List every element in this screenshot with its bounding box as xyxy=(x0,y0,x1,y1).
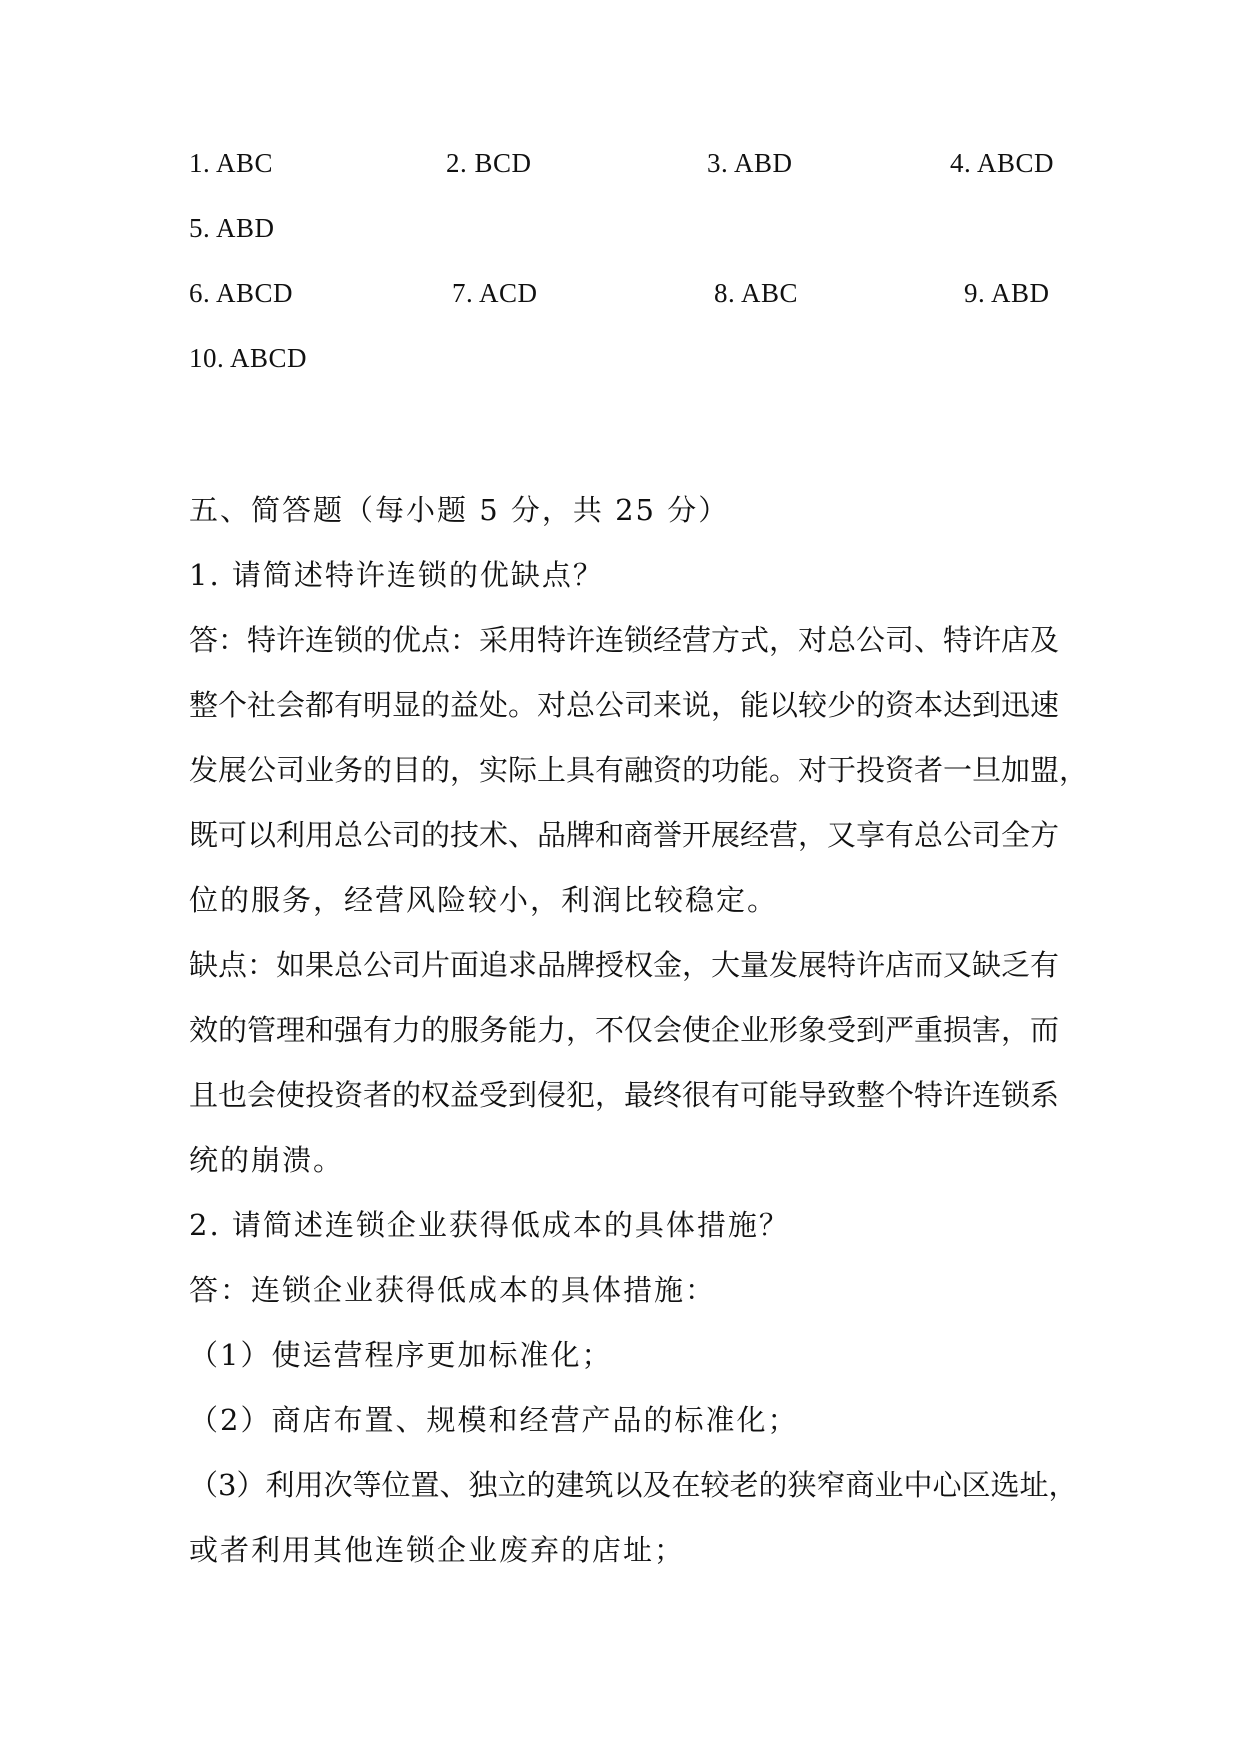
answer-row-3 xyxy=(0,278,1241,318)
answer-item: 3. ABD xyxy=(707,148,793,178)
answer-line: 缺点：如果总公司片面追求品牌授权金，大量发展特许店而又缺乏有 xyxy=(189,948,1060,982)
answer-item: 10. ABCD xyxy=(189,343,308,373)
answer-line: 整个社会都有明显的益处。对总公司来说，能以较少的资本达到迅速 xyxy=(189,688,1060,722)
answer-row-2 xyxy=(0,213,1241,253)
answer-item: 8. ABC xyxy=(714,278,799,308)
answer-line: （3）利用次等位置、独立的建筑以及在较老的狭窄商业中心区选址， xyxy=(189,1468,1078,1502)
section-title: 五、简答题（每小题 5 分，共 25 分） xyxy=(189,493,730,527)
answer-line: 统的崩溃。 xyxy=(189,1143,345,1177)
answer-line: （2）商店布置、规模和经营产品的标准化； xyxy=(189,1403,799,1437)
answer-line: 答：连锁企业获得低成本的具体措施： xyxy=(189,1273,717,1307)
answer-item: 9. ABD xyxy=(964,278,1050,308)
answer-item: 1. ABC xyxy=(189,148,274,178)
answer-item: 5. ABD xyxy=(189,213,275,243)
answer-line: 答：特许连锁的优点：采用特许连锁经营方式，对总公司、特许店及 xyxy=(189,623,1060,657)
question-1: 1. 请简述特许连锁的优缺点？ xyxy=(189,558,604,592)
answer-line: 或者利用其他连锁企业废弃的店址； xyxy=(189,1533,686,1567)
answer-line: 位的服务，经营风险较小，利润比较稳定。 xyxy=(189,883,779,917)
answer-item: 4. ABCD xyxy=(950,148,1055,178)
answer-item: 6. ABCD xyxy=(189,278,294,308)
answer-row-1 xyxy=(0,148,1241,188)
answer-item: 7. ACD xyxy=(452,278,538,308)
answer-row-4 xyxy=(0,343,1241,383)
answer-line: 既可以利用总公司的技术、品牌和商誉开展经营，又享有总公司全方 xyxy=(189,818,1060,852)
answer-line: 效的管理和强有力的服务能力，不仅会使企业形象受到严重损害，而 xyxy=(189,1013,1060,1047)
answer-line: （1）使运营程序更加标准化； xyxy=(189,1338,613,1372)
answer-item: 2. BCD xyxy=(446,148,532,178)
answer-line: 且也会使投资者的权益受到侵犯，最终很有可能导致整个特许连锁系 xyxy=(189,1078,1060,1112)
question-2: 2. 请简述连锁企业获得低成本的具体措施？ xyxy=(189,1208,790,1242)
answer-line: 发展公司业务的目的，实际上具有融资的功能。对于投资者一旦加盟， xyxy=(189,753,1089,787)
